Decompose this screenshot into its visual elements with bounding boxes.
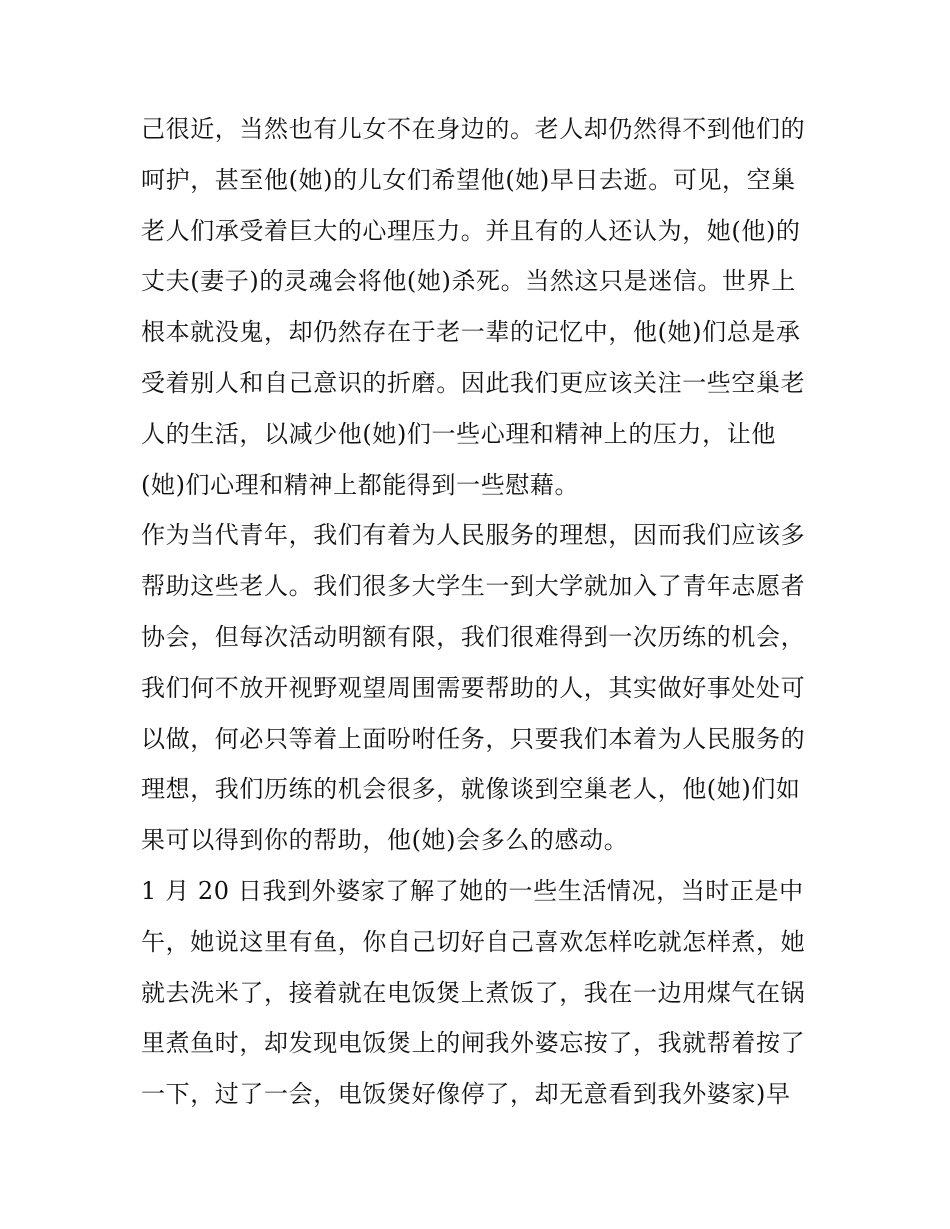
text-line: 理想，我们历练的机会很多，就像谈到空巢老人，他(她)们如: [141, 775, 801, 804]
text-line: 受着别人和自己意识的折磨。因此我们更应该关注一些空巢老: [141, 368, 806, 397]
text-line: 人的生活，以减少他(她)们一些心理和精神上的压力，让他: [141, 419, 776, 448]
text-line: 协会，但每次活动明额有限，我们很难得到一次历练的机会，: [141, 622, 806, 651]
text-line: 根本就没鬼，却仍然存在于老一辈的记忆中，他(她)们总是承: [141, 318, 801, 347]
text-line: 老人们承受着巨大的心理压力。并且有的人还认为，她(他)的: [141, 216, 801, 245]
text-line: 以做，何必只等着上面吩咐任务，只要我们本着为人民服务的: [141, 724, 806, 753]
text-line: 帮助这些老人。我们很多大学生一到大学就加入了青年志愿者: [141, 572, 806, 601]
text-line: 作为当代青年，我们有着为人民服务的理想，因而我们应该多: [141, 521, 806, 550]
text-line: 里煮鱼时，却发现电饭煲上的闸我外婆忘按了，我就帮着按了: [141, 1029, 806, 1058]
text-line: 丈夫(妻子)的灵魂会将他(她)杀死。当然这只是迷信。世界上: [141, 267, 796, 296]
text-line: (她)们心理和精神上都能得到一些慰藉。: [141, 470, 580, 499]
text-line: 己很近，当然也有儿女不在身边的。老人却仍然得不到他们的: [141, 115, 806, 143]
text-line: 午，她说这里有鱼，你自己切好自己喜欢怎样吃就怎样煮，她: [141, 927, 806, 956]
text-line: 就去洗米了，接着就在电饭煲上煮饭了，我在一边用煤气在锅: [141, 978, 806, 1007]
body-text: [141, 104, 821, 1120]
text-line: 呵护，甚至他(她)的儿女们希望他(她)早日去逝。可见，空巢: [141, 165, 796, 194]
text-line: 1 月 20 日我到外婆家了解了她的一些生活情况，当时正是中: [141, 876, 804, 905]
text-line: 果可以得到你的帮助，他(她)会多么的感动。: [141, 826, 629, 855]
text-line: 一下，过了一会，电饭煲好像停了，却无意看到我外婆家)早: [141, 1080, 791, 1109]
text-line: 我们何不放开视野观望周围需要帮助的人，其实做好事处处可: [141, 673, 806, 702]
